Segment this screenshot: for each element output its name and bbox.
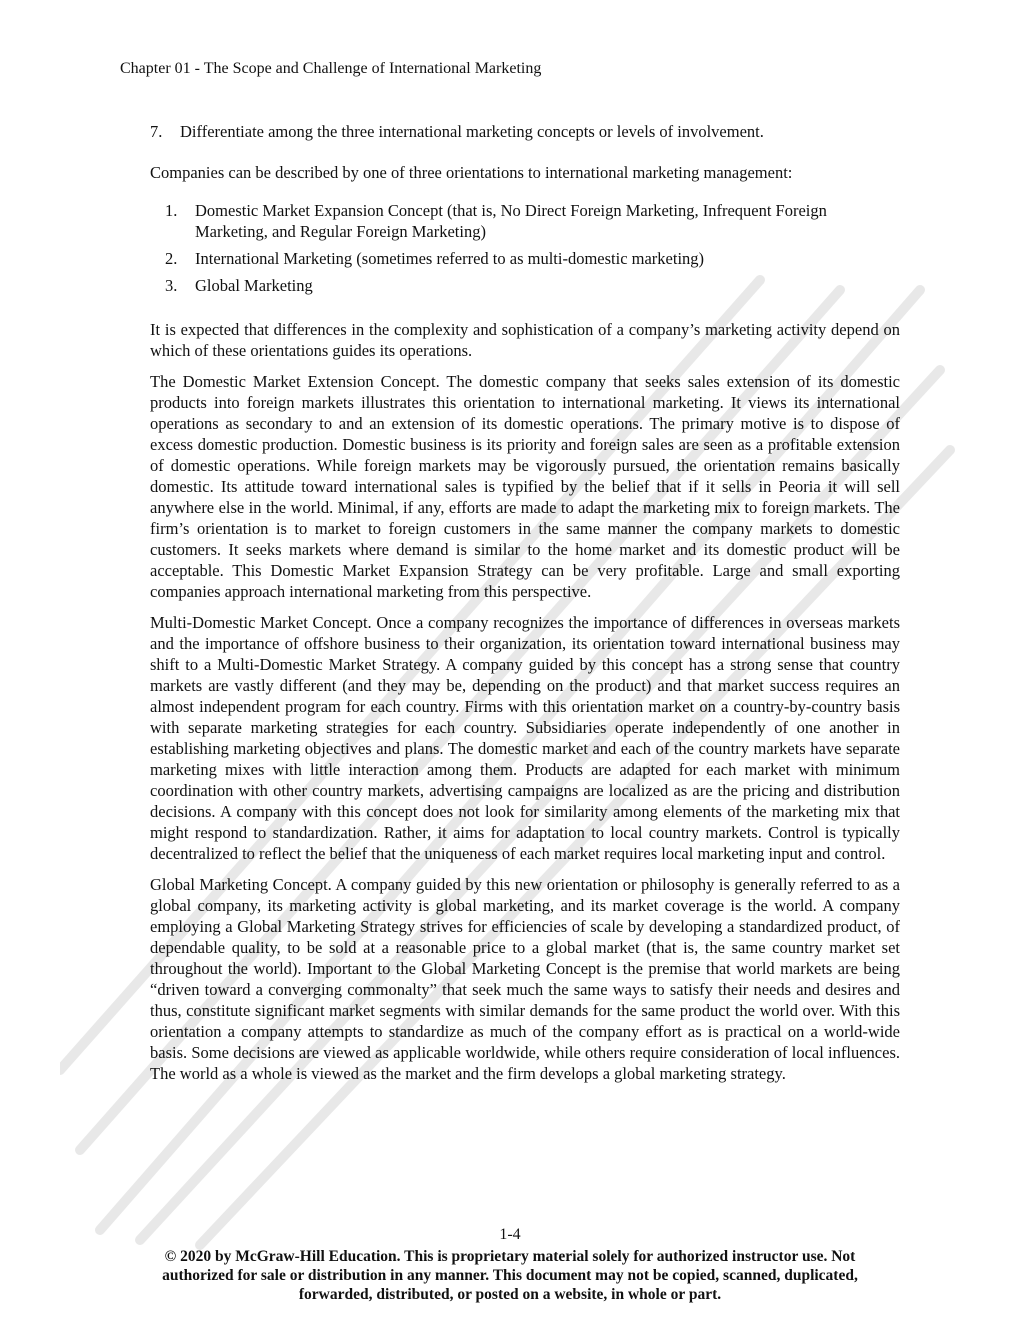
list-item bbox=[165, 248, 900, 269]
intro-paragraph: Companies can be described by one of three orientations to international marketing management: bbox=[150, 163, 793, 182]
footer-line: © 2020 by McGraw-Hill Education. This is proprietary material solely for authorized instructor use. Not bbox=[164, 1248, 856, 1265]
footer-line: forwarded, distributed, or posted on a website, in whole or part. bbox=[298, 1286, 722, 1303]
paragraph-domestic-extension: The Domestic Market Extension Concept. The domestic company that seeks sales extension of its domestic products into foreign markets illustrates this orientation to international marketing. It views its international operations as secondary to and an extension of its domestic operations. The primary motive is to dispose of excess domestic production. Domestic business is its priority and foreign sales are seen as a profitable extension of domestic operations. While foreign markets may be vigorously pursued, the orientation remains basically domestic. Its attitude toward international sales is typified by the belief that if it sells in Peoria it will sell anywhere else in the world. Minimal, if any, efforts are made to adapt the marketing mix to foreign markets. The firm’s orientation is to market to foreign customers in the same manner the company markets to domestic customers. It seeks markets where demand is similar to the home market and its domestic product will be acceptable. This Domestic Market Expansion Strategy can be very profitable. Large and small exporting companies approach international marketing from this perspective. bbox=[150, 372, 900, 601]
body-text bbox=[150, 319, 900, 1094]
list-item-text: Global Marketing bbox=[195, 276, 313, 295]
paragraph-global-marketing: Global Marketing Concept. A company guided by this new orientation or philosophy is generally referred to as a global company, its marketing activity is global marketing, and its market coverage is the world. A company employing a Global Marketing Strategy strives for efficiencies of scale by developing a standardized product, of dependable quality, to be sold at a reasonable price to a global market (that is, the same country market set throughout the world). Important to the Global Marketing Concept is the premise that world markets are being “driven toward a converging commonalty” that seek much the same ways to satisfy their needs and desires and thus, constitute significant market segments with similar demands for the same product the world over. With this orientation a company attempts to standardize as much of the company effort as is practical on a world-wide basis. Some decisions are viewed as applicable worldwide, while others require consideration of local influences. The world as a whole is viewed as the market and the firm develops a global marketing strategy. bbox=[150, 875, 900, 1083]
question-text: Differentiate among the three international marketing concepts or levels of involvement. bbox=[180, 122, 764, 141]
list-item-number: 2. bbox=[165, 249, 178, 268]
list-item bbox=[165, 200, 900, 242]
question-heading bbox=[150, 122, 764, 142]
paragraph-orientation-summary: It is expected that differences in the complexity and sophistication of a company’s marketing activity depend on which of these orientations guides its operations. bbox=[150, 320, 900, 360]
copyright-footer bbox=[120, 1247, 900, 1304]
list-item-text: International Marketing (sometimes referred to as multi-domestic marketing) bbox=[195, 249, 705, 268]
list-item-number: 3. bbox=[165, 276, 178, 295]
list-item bbox=[165, 275, 900, 296]
orientations-list bbox=[165, 200, 900, 302]
footer-line: authorized for sale or distribution in any manner. This document may not be copied, scanned, duplicated, bbox=[162, 1267, 858, 1284]
list-item-number: 1. bbox=[165, 201, 178, 220]
list-item-text: Domestic Market Expansion Concept (that is, No Direct Foreign Marketing, Infrequent Foreign Marketing, and Regular Foreign Marketing) bbox=[195, 201, 827, 241]
page-number: 1-4 bbox=[499, 1226, 521, 1243]
paragraph-multi-domestic: Multi-Domestic Market Concept. Once a company recognizes the importance of differences in overseas markets and the importance of offshore business to their organization, its orientation toward international business may shift to a Multi-Domestic Market Strategy. A company guided by this concept has a strong sense that country markets are vastly different (and they may be, depending on the product) and that market success requires an almost independent program for each country. Firms with this orientation market on a country-by-country basis with separate marketing strategies for each country. Subsidiaries operate independently of one another in establishing marketing objectives and plans. The domestic market and each of the country markets have separate marketing mixes with little interaction among them. Products are adapted for each market with minimum coordination with other country markets, advertising campaigns are localized as are the pricing and distribution decisions. A company with this concept does not look for similarity among elements of the marketing mix that might respond to standardization. Rather, it aims for adaptation to local country markets. Control is typically decentralized to reflect the belief that the uniqueness of each market requires local marketing input and control. bbox=[150, 613, 900, 863]
chapter-header: Chapter 01 - The Scope and Challenge of International Marketing bbox=[120, 60, 542, 77]
question-number: 7. bbox=[150, 122, 163, 141]
